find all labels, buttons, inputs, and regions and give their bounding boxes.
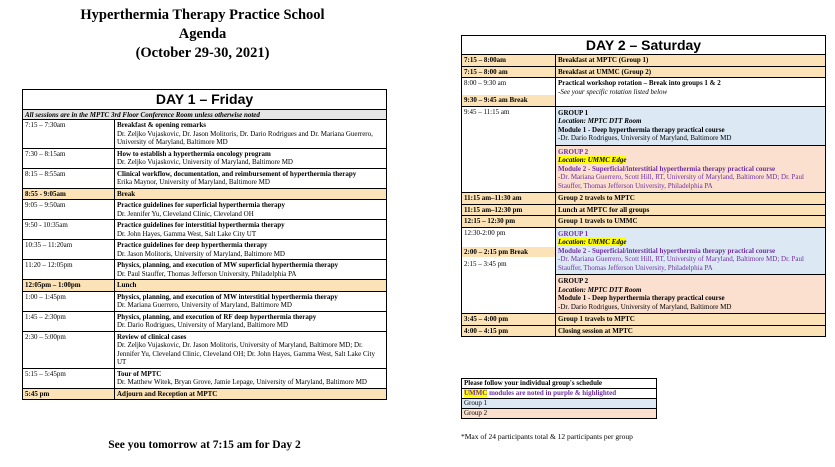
session-a-group1 xyxy=(556,107,825,145)
day2-heading: DAY 2 – Saturday xyxy=(462,36,825,55)
row-time: 7:30 – 8:15am xyxy=(23,149,115,168)
row-time: 7:15 – 8:00 am xyxy=(462,67,556,78)
session-title: Tour of MPTC xyxy=(117,369,162,378)
row-time: 12:05pm – 1:00pm xyxy=(23,280,115,291)
group-module: Module 1 - Deep hyperthermia therapy practical course xyxy=(558,294,725,302)
legend-line2-rest: modules are noted in purple & highlighted xyxy=(487,389,617,397)
group-label: GROUP 2 xyxy=(558,277,589,285)
row-time: 3:45 – 4:00 pm xyxy=(462,314,556,325)
session-b-time3: 2:15 – 3:45 pm xyxy=(464,260,507,268)
session-title: Break xyxy=(117,189,136,198)
rotation-subnote: -See your specific rotation listed below xyxy=(558,87,668,96)
session-title: Practice guidelines for deep hyperthermia therapy xyxy=(117,241,268,249)
table-row xyxy=(23,332,386,369)
session-b xyxy=(462,228,825,315)
day1-heading: DAY 1 – Friday xyxy=(23,90,386,110)
session-speakers: Dr. John Hayes, Gamma West, Salt Lake City UT xyxy=(117,229,257,238)
legend-ummc: UMMC xyxy=(464,389,488,397)
table-row xyxy=(23,260,386,280)
row-time: 9:50 - 10:35am xyxy=(23,220,115,239)
session-speakers: Dr. Zeljko Vujaskovic, University of Maryland, Baltimore MD xyxy=(117,158,293,166)
table-row xyxy=(23,189,386,201)
group-module: Module 2 - Superficial/interstitial hyperthermia therapy practical course xyxy=(558,246,776,255)
table-row xyxy=(462,55,825,67)
session-speakers: Dr. Matthew Witek, Bryan Grove, Jamie Lepage, University of Maryland, Baltimore MD xyxy=(117,378,367,386)
row-desc: Closing session at MPTC xyxy=(558,326,633,335)
session-speakers: Dr. Paul Stauffer, Thomas Jefferson University, Philadelphia PA xyxy=(117,269,297,278)
row-desc: Group 1 travels to MPTC xyxy=(558,315,635,323)
table-row xyxy=(23,389,386,400)
title-line-2: Agenda xyxy=(178,26,227,42)
session-title: How to establish a hyperthermia oncology program xyxy=(117,149,271,158)
session-title: Practice guidelines for interstitial hyperthermia therapy xyxy=(117,221,285,229)
group-label: GROUP 2 xyxy=(558,147,589,156)
table-row xyxy=(23,240,386,260)
row-time: 9:05 – 9:50am xyxy=(23,200,115,219)
group-presenter: -Dr. Dario Rodrigues, University of Maryland, Baltimore MD xyxy=(558,134,732,142)
session-a-time: 9:45 – 11:15 am xyxy=(462,107,556,193)
legend xyxy=(461,378,657,419)
row-time: 8:15 – 8:55am xyxy=(23,169,115,188)
table-row xyxy=(462,314,825,326)
session-b-group1 xyxy=(556,228,825,275)
group-presenter: -Dr. Dario Rodrigues, University of Maryland, Baltimore MD xyxy=(558,302,732,311)
group-label: GROUP 1 xyxy=(558,229,589,238)
row-time: 8:55 - 9:05am xyxy=(23,189,115,200)
table-row xyxy=(462,326,825,337)
group-location: Location: MPTC DTT Room xyxy=(558,285,642,294)
row-time: 2:30 – 5:00pm xyxy=(23,332,115,368)
session-title: Adjourn and Reception at MPTC xyxy=(117,389,218,398)
session-title: Physics, planning, and execution of MW interstitial hyperthermia therapy xyxy=(117,292,338,301)
session-title: Review of clinical cases xyxy=(117,332,187,341)
title-line-3: (October 29-30, 2021) xyxy=(135,45,270,61)
day1-table xyxy=(22,89,387,400)
break-time: 9:30 – 9:45 am Break xyxy=(462,95,555,106)
group-presenter: -Dr. Mariana Guerrero, Scott Hill, RT, University of Maryland, Baltimore MD; Dr. Paul Stauffer, Thomas Jefferson University, Philadelphia PA xyxy=(558,255,804,272)
session-a xyxy=(462,107,825,194)
row-time: 10:35 – 11:20am xyxy=(23,240,115,259)
table-row xyxy=(23,169,386,189)
table-row xyxy=(23,120,386,149)
group-label: GROUP 1 xyxy=(558,108,589,117)
title-line-1: Hyperthermia Therapy Practice School xyxy=(80,7,325,23)
group-module: Module 2 - Superficial/interstitial hyperthermia therapy practical course xyxy=(558,164,776,173)
legend-line1: Please follow your individual group's schedule xyxy=(462,379,656,389)
table-row xyxy=(462,67,825,79)
session-speakers: Dr. Jason Molitoris, University of Maryland, Baltimore MD xyxy=(117,249,285,258)
session-title: Physics, planning, and execution of MW superficial hyperthermia therapy xyxy=(117,261,339,269)
group-location: Location: MPTC DTT Room xyxy=(558,117,642,125)
row-time: 11:15 am–11:30 am xyxy=(462,193,556,204)
session-b-break: 2:00 – 2:15 pm Break xyxy=(462,247,555,258)
row-time: 7:15 – 7:30am xyxy=(23,120,115,148)
table-row xyxy=(462,216,825,228)
group-location: Location: UMMC Edge xyxy=(558,156,627,164)
session-speakers: Dr. Zeljko Vujaskovic, Dr. Jason Molitoris, Dr. Dario Rodrigues and Dr. Mariana Guerrero, University of Maryland, Baltimore MD xyxy=(117,129,373,146)
row-time: 5:15 – 5:45pm xyxy=(23,369,115,388)
agenda-title xyxy=(20,6,385,63)
session-title: Lunch xyxy=(117,281,137,289)
legend-group2: Group 2 xyxy=(462,409,656,418)
day1-rows xyxy=(23,120,386,399)
row-time: 1:45 – 2:30pm xyxy=(23,312,115,331)
session-b-group2 xyxy=(556,274,825,313)
rotation-row xyxy=(462,78,825,107)
table-row xyxy=(23,200,386,220)
session-title: Clinical workflow, documentation, and reimbursement of hyperthermia therapy xyxy=(117,169,357,178)
row-time: 11:15 am–12:30 pm xyxy=(462,205,556,216)
session-title: Physics, planning, and execution of RF deep hyperthermia therapy xyxy=(117,312,317,321)
row-time: 1:00 – 1:45pm xyxy=(23,292,115,311)
rotation-desc: Practical workshop rotation – Break into groups 1 & 2 xyxy=(558,79,721,87)
row-desc: Group 2 travels to MPTC xyxy=(558,194,635,202)
row-time: 5:45 pm xyxy=(23,389,115,400)
row-desc: Lunch at MPTC for all groups xyxy=(558,205,650,214)
session-speakers: Dr. Zeljko Vujaskovic, Dr. Jason Molitoris, University of Maryland, Baltimore MD; Dr. Jennifer Yu, Cleveland Clinic, Cleveland OH; Dr. John Hayes, Gamma West, Salt Lake City UT xyxy=(117,341,375,366)
session-speakers: Dr. Mariana Guerrero, University of Maryland, Baltimore MD xyxy=(117,301,292,309)
session-speakers: Dr. Jennifer Yu, Cleveland Clinic, Cleveland OH xyxy=(117,209,254,218)
row-time: 4:00 – 4:15 pm xyxy=(462,326,556,337)
table-row xyxy=(23,292,386,312)
row-time: 12:15 – 12:30 pm xyxy=(462,216,556,227)
session-speakers: Erika Maynor, University of Maryland, Baltimore MD xyxy=(117,178,270,186)
day1-closing-text: See you tomorrow at 7:15 am for Day 2 xyxy=(108,439,301,451)
table-row xyxy=(23,369,386,389)
session-b-time1: 12:30-2:00 pm xyxy=(464,228,506,237)
table-row xyxy=(23,312,386,332)
table-row xyxy=(23,220,386,240)
table-row xyxy=(23,280,386,292)
footnote: *Max of 24 participants total & 12 participants per group xyxy=(461,432,633,441)
session-a-group2 xyxy=(556,145,825,193)
session-title: Practice guidelines for superficial hyperthermia therapy xyxy=(117,201,286,209)
row-time: 7:15 – 8:00am xyxy=(462,55,556,66)
row-desc: Breakfast at MPTC (Group 1) xyxy=(558,56,649,64)
session-speakers: Dr. Dario Rodrigues, University of Maryland, Baltimore MD xyxy=(117,321,289,329)
legend-line2 xyxy=(462,389,656,399)
day2-table xyxy=(461,35,826,337)
table-row xyxy=(462,205,825,217)
rotation-time: 8:00 – 9:30 am xyxy=(464,79,507,87)
legend-group1: Group 1 xyxy=(462,399,656,409)
row-desc: Breakfast at UMMC (Group 2) xyxy=(558,67,652,76)
table-row xyxy=(462,193,825,205)
session-title: Breakfast & opening remarks xyxy=(117,121,206,129)
group-module: Module 1 - Deep hyperthermia therapy practical course xyxy=(558,125,725,134)
table-row xyxy=(23,149,386,169)
row-desc: Group 1 travels to UMMC xyxy=(558,217,638,225)
row-time: 11:20 – 12:05pm xyxy=(23,260,115,279)
group-presenter: -Dr. Mariana Guerrero, Scott Hill, RT, University of Maryland, Baltimore MD; Dr. Paul Stauffer, Thomas Jefferson University, Philadelphia PA xyxy=(558,173,804,190)
day1-location-note: All sessions are in the MPTC 3rd Floor Conference Room unless otherwise noted xyxy=(23,110,386,120)
group-location: Location: UMMC Edge xyxy=(558,238,627,246)
